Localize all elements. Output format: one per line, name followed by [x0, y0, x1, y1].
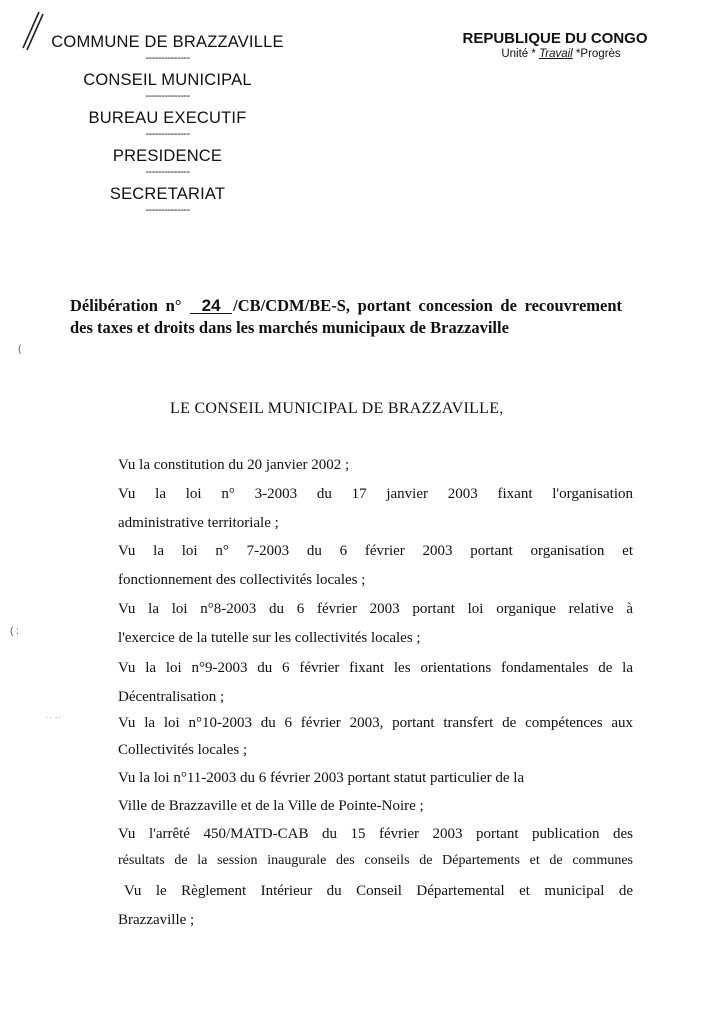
deliberation-prefix: Délibération n°	[70, 296, 182, 315]
issuer-header	[40, 32, 295, 222]
visa-line: résultats de la session inaugurale des conseils de Départements et de communes	[118, 853, 633, 868]
visa-line: Vu le Règlement Intérieur du Conseil Départemental et municipal de	[124, 883, 633, 899]
visa-line: Vu la loi n° 3-2003 du 17 janvier 2003 fixant l'organisation	[118, 486, 633, 502]
deliberation-subject: /CB/CDM/BE-S, portant concession de recouvrement des taxes et droits dans les marchés municipaux de Brazzaville	[70, 296, 623, 337]
separator-line: --------------	[145, 166, 190, 178]
visa-line: Vu l'arrêté 450/MATD-CAB du 15 février 2003 portant publication des	[118, 826, 633, 842]
secretariat-name: SECRETARIAT	[109, 185, 226, 203]
commune-name: COMMUNE DE BRAZZAVILLE	[51, 33, 284, 51]
motto-separator: *	[575, 48, 581, 60]
visa-line: Vu la loi n°11-2003 du 6 février 2003 portant statut particulier de la	[118, 770, 525, 786]
visa-line: Vu la loi n°10-2003 du 6 février 2003, portant transfert de compétences aux	[118, 715, 633, 731]
visa-line: administrative territoriale ;	[118, 515, 279, 531]
scan-speck: ( :	[10, 626, 19, 637]
council-title: LE CONSEIL MUNICIPAL DE BRAZZAVILLE,	[170, 400, 504, 417]
scan-speck: ·· ··	[45, 712, 62, 723]
visa-line: Décentralisation ;	[118, 689, 225, 705]
bureau-name: BUREAU EXECUTIF	[88, 109, 247, 127]
visa-line: Collectivités locales ;	[118, 742, 248, 758]
separator-line: --------------	[145, 204, 190, 216]
scan-speck: (	[18, 344, 22, 355]
visa-line: fonctionnement des collectivités locales ;	[118, 572, 366, 588]
visa-line: Vu la loi n°8-2003 du 6 février 2003 portant loi organique relative à	[118, 601, 633, 617]
visa-line: Brazzaville ;	[118, 912, 195, 928]
visa-line: Vu la loi n° 7-2003 du 6 février 2003 portant organisation et	[118, 543, 633, 559]
motto-progres: Progrès	[580, 48, 621, 60]
separator-line: --------------	[145, 90, 190, 102]
visa-line: Ville de Brazzaville et de la Ville de Pointe-Noire ;	[118, 798, 424, 814]
separator-line: --------------	[145, 128, 190, 140]
motto-unite: Unité	[501, 48, 529, 60]
republic-header	[450, 30, 660, 60]
deliberation-heading	[70, 295, 622, 339]
separator-line: --------------	[145, 52, 190, 64]
council-name: CONSEIL MUNICIPAL	[83, 71, 252, 89]
national-motto	[450, 48, 660, 60]
republic-name: REPUBLIQUE DU CONGO	[462, 30, 648, 47]
motto-travail: Travail	[539, 48, 573, 60]
motto-separator: *	[531, 48, 536, 60]
visa-line: Vu la constitution du 20 janvier 2002 ;	[118, 457, 350, 473]
visa-line: Vu la loi n°9-2003 du 6 février fixant les orientations fondamentales de la	[118, 660, 633, 676]
presidence-name: PRESIDENCE	[112, 147, 223, 165]
deliberation-number: 24	[190, 298, 232, 314]
visa-line: l'exercice de la tutelle sur les collectivités locales ;	[118, 630, 421, 646]
